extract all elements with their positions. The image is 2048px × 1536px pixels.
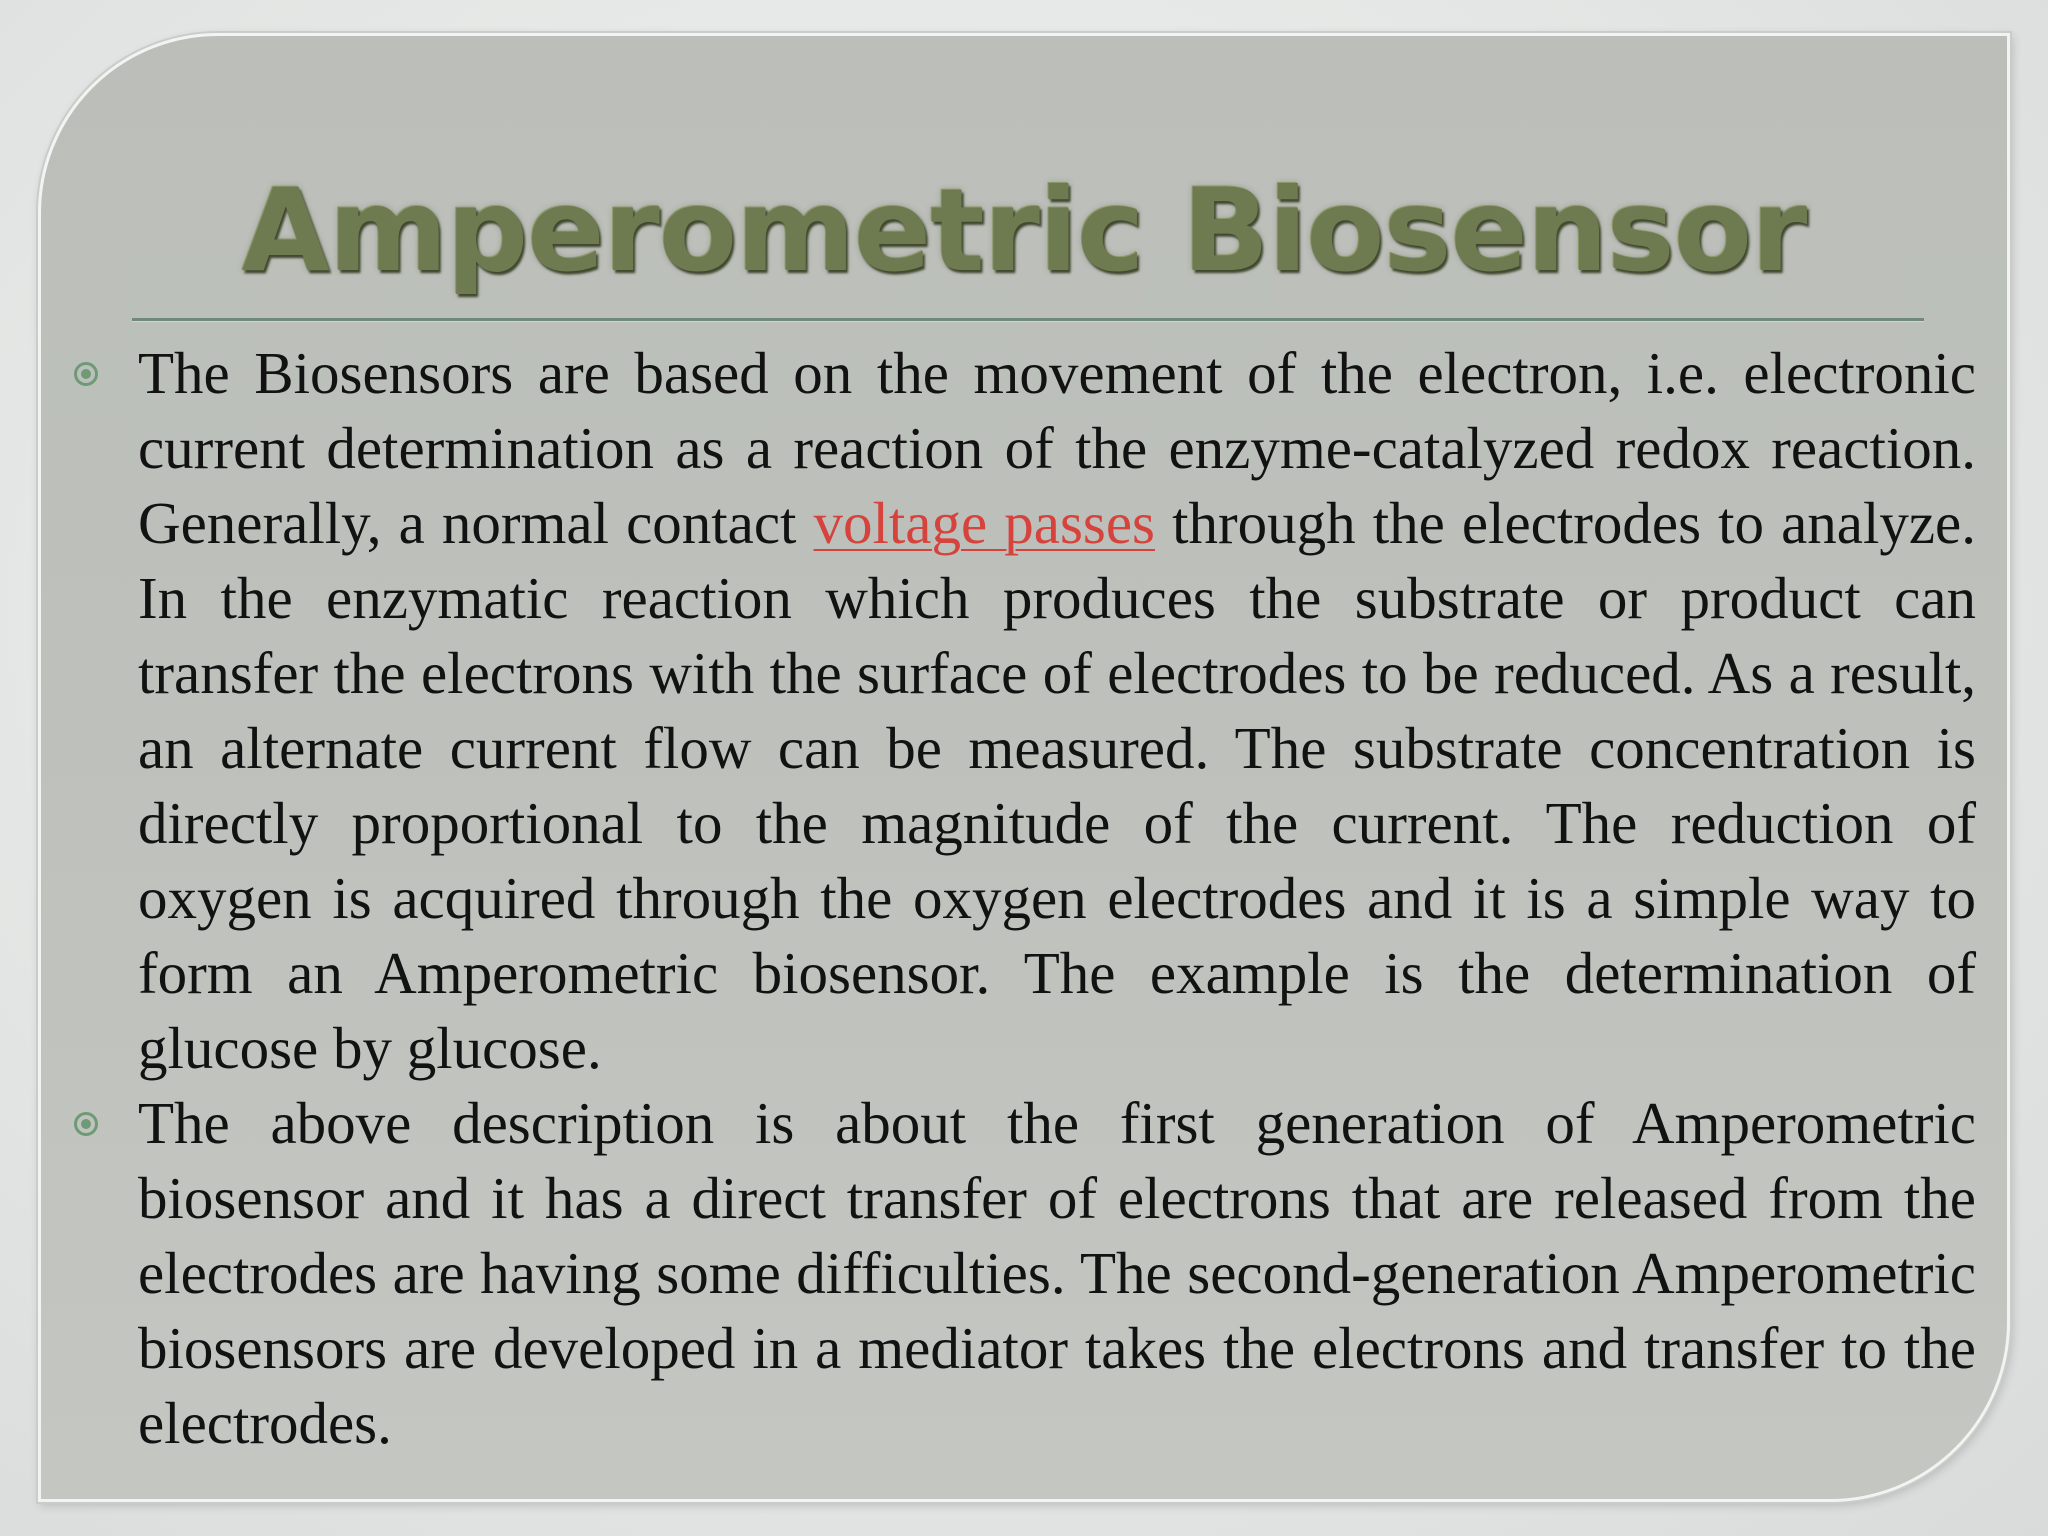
bullet-1-text-after: through the electrodes to analyze. In the enzymatic reaction which produces the substrate or product can transfer the electrons with the surface of electrodes to be reduced. As a result, an alternate current flow can be measured. The substrate concentration is directly proportional to the magnitude of the current. The reduction of oxygen is acquired through the oxygen electrodes and it is a simple way to form an Amperometric biosensor. The example is the determination of glucose by glucose. — [138, 490, 1976, 1081]
title-divider — [132, 318, 1924, 321]
slide-title: Amperometric Biosensor — [241, 164, 1807, 297]
circle-dot-bullet-icon — [74, 362, 98, 386]
bullet-2-text: The above description is about the first generation of Amperometric biosensor and it has a direct transfer of electrons that are released from the electrodes are having some difficulties. The second-generation Amperometric biosensors are developed in a mediator takes the electrons and transfer to the electrodes. — [138, 1090, 1976, 1456]
slide-body — [138, 336, 1976, 1461]
bullet-item-2 — [138, 1086, 1976, 1461]
circle-dot-bullet-icon — [74, 1112, 98, 1136]
bullet-item-1 — [138, 336, 1976, 1086]
voltage-passes-link[interactable]: voltage passes — [813, 490, 1156, 556]
bullet-1-text-before: The Biosensors are based on the movement of the electron, i.e. electronic current determination as a reaction of the enzyme-catalyzed redox reaction. Generally, a normal contact — [138, 340, 1976, 556]
